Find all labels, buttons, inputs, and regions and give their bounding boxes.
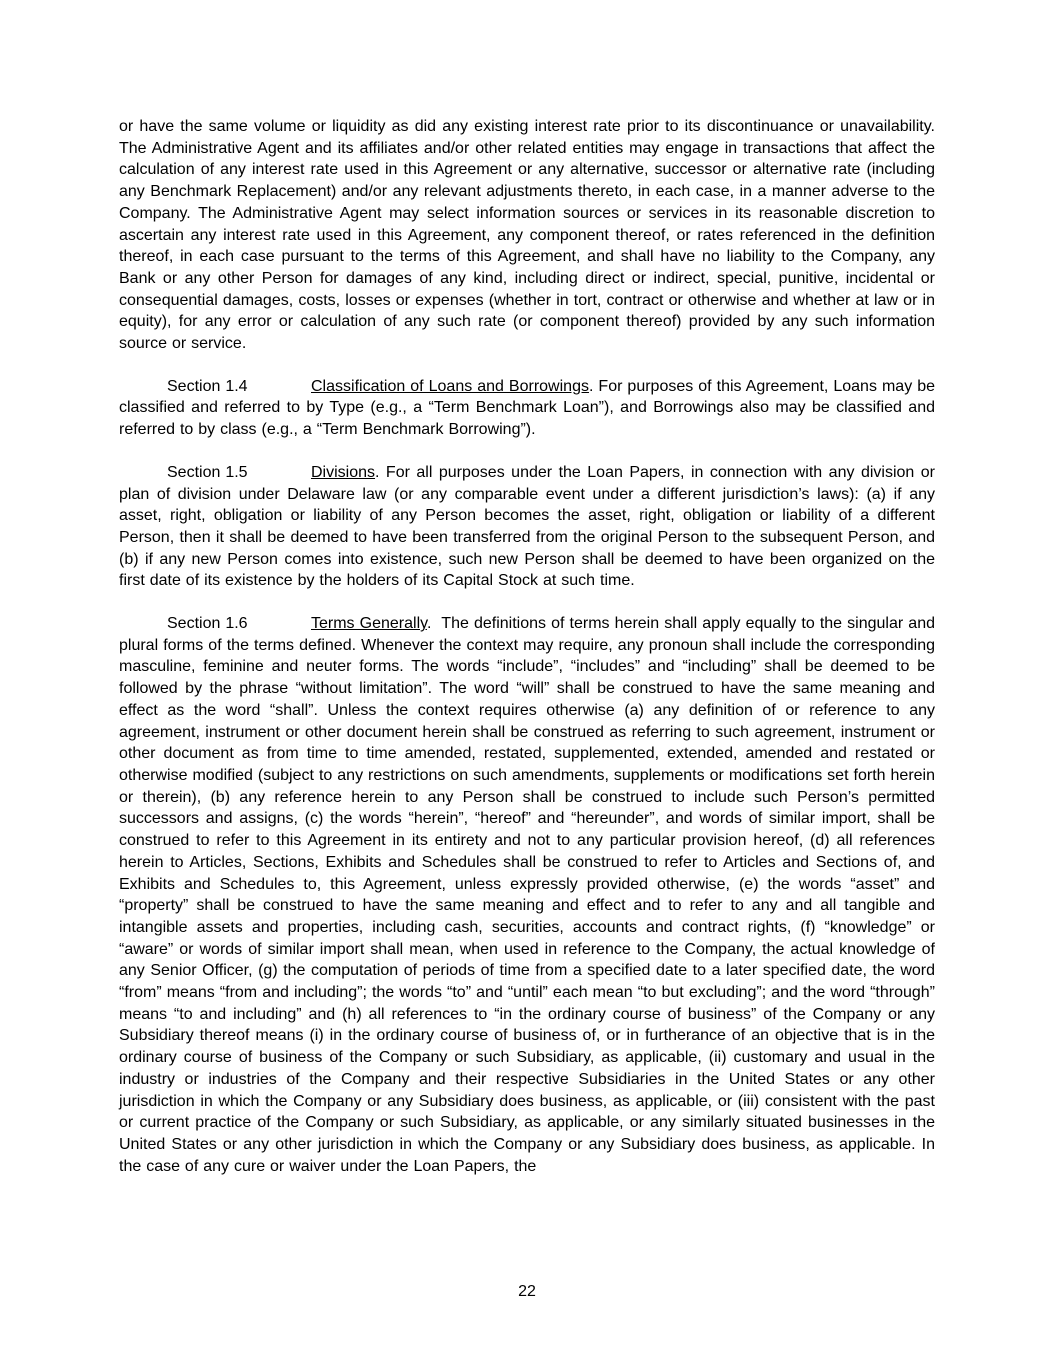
section-1-5-paragraph (119, 462, 935, 592)
section-title: Classification of Loans and Borrowings (311, 377, 589, 395)
section-number: Section 1.6 (167, 615, 248, 633)
text-run: . The definitions of terms herein shall apply equally to the singular and plural forms of the terms defined. Whenever the context may require, any pronoun shall include the corresponding masculine, feminine and neuter forms. The words “include”, “includes” and “including” shall be deemed to be followed by the phrase “without limitation”. The word “will” shall be construed to have the same meaning and effect as the word “shall”. Unless the context requires otherwise (a) any definition of or reference to any agreement, instrument or other document herein shall be construed as referring to such agreement, instrument or other document as from time to time amended, restated, supplemented, extended, amended and restated or otherwise modified (subject to any restrictions on such amendments, supplements or modifications set forth herein or therein), (b) any reference herein to any Person shall be construed to include such Person’s permitted successors and assigns, (c) the words “herein”, “hereof” and “hereunder”, and words of similar import, shall be construed to refer to this Agreement in its entirety and not to any particular provision hereof, (d) all references herein to Articles, Sections, Exhibits and Schedules shall be construed to refer to Articles and Sections of, and Exhibits and Schedules to, this Agreement, unless expressly provided otherwise, (e) the words “asset” and “property” shall be construed to have the same meaning and effect and to refer to any and all tangible and intangible assets and properties, including cash, securities, accounts and contract rights, (f) “knowledge” or “aware” or words of similar import shall mean, when used in reference to the Company, the actual knowledge of any Senior Officer, (g) the computation of periods of time from a specified date to a later specified date, the word “from” means “from and including”; the words “to” and “until” each mean “to but excluding”; and the word “through” means “to and including” and (h) all references to “in the ordinary course of business” of the Company or any Subsidiary thereof means (i) in the ordinary course of business of, or in furtherance of an objective that is in the ordinary course of business of the Company or such Subsidiary, as applicable, (ii) customary and usual in the industry or industries of the Company and their respective Subsidiaries in the United States or any other jurisdiction in which the Company or any Subsidiary does business, as applicable, or (iii) consistent with the past or current practice of the Company or such Subsidiary, as applicable, or any similarly situated businesses in the United States or any other jurisdiction in which the Company or any Subsidiary does business, as applicable. In the case of any cure or waiver under the Loan Papers, the (119, 615, 935, 1175)
section-1-4-paragraph (119, 376, 935, 441)
continuation-paragraph (119, 116, 935, 355)
section-title: Terms Generally (311, 615, 427, 633)
document-body (119, 116, 935, 1198)
text-run: . For purposes of this Agreement, Loans may be classified and referred to by Type (e.g., a “Term Benchmark Loan”), and Borrowings also may be classified and referred to by class (e.g., a “Term Benchmark Borrowing”). (119, 377, 936, 439)
section-1-6-paragraph (119, 613, 935, 1177)
text-run: . For all purposes under the Loan Papers, in connection with any division or plan of division under Delaware law (or any comparable event under a different jurisdiction’s laws): (a) if any asset, right, obligation or liability of any Person becomes the asset, right, obligation or liability of a different Person, then it shall be deemed to have been transferred from the original Person to the subsequent Person, and (b) if any new Person comes into existence, such new Person shall be deemed to have been organized on the first date of its existence by the holders of its Capital Stock at such time. (119, 463, 935, 590)
section-number: Section 1.4 (167, 377, 248, 395)
text-run: or have the same volume or liquidity as did any existing interest rate prior to its discontinuance or unavailability. The Administrative Agent and its affiliates and/or other related entities may engage in transactions that affect the calculation of any interest rate used in this Agreement or any alternative, successor or alternative rate (including any Benchmark Replacement) and/or any relevant adjustments thereto, in each case, in a manner adverse to the Company. The Administrative Agent may select information sources or services in its reasonable discretion to ascertain any interest rate used in this Agreement, any component thereof, or rates referenced in the definition thereof, in each case pursuant to the terms of this Agreement, and shall have no liability to the Company, any Bank or any other Person for damages of any kind, including direct or indirect, special, punitive, incidental or consequential damages, costs, losses or expenses (whether in tort, contract or otherwise and whether at law or in equity), for any error or calculation of any such rate (or component thereof) provided by any such information source or service. (119, 118, 935, 353)
page-number: 22 (518, 1283, 536, 1300)
section-title: Divisions (311, 463, 376, 481)
section-number: Section 1.5 (167, 463, 248, 481)
